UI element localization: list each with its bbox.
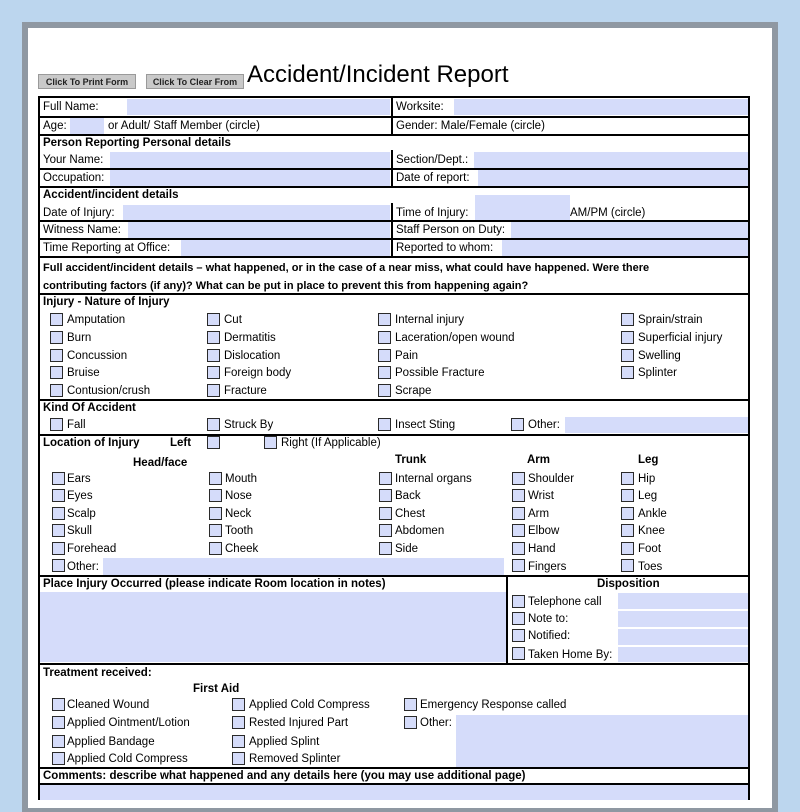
cleaned-wound-label: Cleaned Wound (67, 699, 150, 711)
telephone-call-field[interactable] (618, 593, 748, 609)
applied-splint-label: Applied Splint (249, 736, 320, 748)
applied-ointment-checkbox[interactable] (52, 716, 65, 729)
leg-label: Leg (638, 490, 658, 502)
left-checkbox[interactable] (207, 436, 220, 449)
dermatitis-label: Dermatitis (224, 332, 276, 344)
foreign-body-label: Foreign body (224, 367, 292, 379)
laceration-label: Laceration/open wound (395, 332, 515, 344)
your-name-label: Your Name: (43, 154, 104, 166)
cold-compress-2-checkbox[interactable] (232, 698, 245, 711)
taken-home-label: Taken Home By: (528, 649, 613, 661)
telephone-call-checkbox[interactable] (512, 595, 525, 608)
cold-compress-2-label: Applied Cold Compress (249, 699, 370, 711)
treatment-other-field[interactable] (456, 715, 748, 767)
ears-checkbox[interactable] (52, 472, 65, 485)
superficial-injury-label: Superficial injury (638, 332, 723, 344)
kind-other-label: Other: (528, 419, 560, 431)
location-other-checkbox[interactable] (52, 559, 65, 572)
foot-label: Foot (638, 543, 662, 555)
age-field[interactable] (70, 118, 104, 134)
time-reporting-field[interactable] (181, 240, 390, 256)
pain-label: Pain (395, 350, 419, 362)
full-details-line2: contributing factors (if any)? What can be put in place to prevent this from happening again? (43, 280, 529, 292)
your-name-field[interactable] (110, 152, 390, 168)
kind-other-field[interactable] (565, 417, 748, 433)
date-of-report-field[interactable] (478, 170, 748, 186)
fracture-label: Fracture (224, 385, 267, 397)
clear-form-button[interactable]: Click To Clear From (146, 74, 244, 89)
time-reporting-label: Time Reporting at Office: (43, 242, 171, 254)
ampm-label: AM/PM (circle) (570, 207, 646, 219)
chest-checkbox[interactable] (379, 507, 392, 520)
leg-checkbox[interactable] (621, 489, 634, 502)
fall-checkbox[interactable] (50, 418, 63, 431)
witness-label: Witness Name: (43, 224, 121, 236)
witness-field[interactable] (128, 222, 390, 238)
laceration-checkbox[interactable] (378, 331, 391, 344)
accident-heading: Accident/incident details (43, 189, 179, 201)
right-checkbox[interactable] (264, 436, 277, 449)
pain-checkbox[interactable] (378, 349, 391, 362)
note-to-field[interactable] (618, 611, 748, 627)
sprain-checkbox[interactable] (621, 313, 634, 326)
scrape-checkbox[interactable] (378, 384, 391, 397)
foreign-body-checkbox[interactable] (207, 366, 220, 379)
side-checkbox[interactable] (379, 542, 392, 555)
back-checkbox[interactable] (379, 489, 392, 502)
mouth-label: Mouth (225, 473, 257, 485)
notified-checkbox[interactable] (512, 629, 525, 642)
wrist-checkbox[interactable] (512, 489, 525, 502)
staff-on-duty-label: Staff Person on Duty: (396, 224, 506, 236)
internal-injury-checkbox[interactable] (378, 313, 391, 326)
reported-to-label: Reported to whom: (396, 242, 494, 254)
ankle-label: Ankle (638, 508, 667, 520)
taken-home-checkbox[interactable] (512, 647, 525, 660)
applied-bandage-label: Applied Bandage (67, 736, 155, 748)
scalp-label: Scalp (67, 508, 96, 520)
scrape-label: Scrape (395, 385, 432, 397)
cleaned-wound-checkbox[interactable] (52, 698, 65, 711)
chest-label: Chest (395, 508, 426, 520)
insect-sting-checkbox[interactable] (378, 418, 391, 431)
splinter-label: Splinter (638, 367, 677, 379)
ears-label: Ears (67, 473, 91, 485)
mouth-checkbox[interactable] (209, 472, 222, 485)
gender-label: Gender: Male/Female (circle) (396, 120, 545, 132)
full-details-line1: Full accident/incident details – what happened, or in the case of a near miss, what could have happened. Were there (43, 262, 650, 274)
fracture-checkbox[interactable] (207, 384, 220, 397)
right-label: Right (If Applicable) (281, 437, 381, 449)
hand-label: Hand (528, 543, 556, 555)
bruise-checkbox[interactable] (50, 366, 63, 379)
emergency-response-checkbox[interactable] (404, 698, 417, 711)
age-label: Age: (43, 120, 67, 132)
hand-checkbox[interactable] (512, 542, 525, 555)
toes-label: Toes (638, 561, 663, 573)
sprain-label: Sprain/strain (638, 314, 703, 326)
nose-checkbox[interactable] (209, 489, 222, 502)
skull-checkbox[interactable] (52, 524, 65, 537)
foot-checkbox[interactable] (621, 542, 634, 555)
section-label: Section/Dept.: (396, 154, 469, 166)
concussion-label: Concussion (67, 350, 128, 362)
applied-splint-checkbox[interactable] (232, 735, 245, 748)
comments-label: Comments: describe what happened and any details here (you may use additional page) (43, 770, 526, 782)
cut-label: Cut (224, 314, 242, 326)
occupation-field[interactable] (110, 170, 390, 186)
cut-checkbox[interactable] (207, 313, 220, 326)
neck-checkbox[interactable] (209, 507, 222, 520)
internal-injury-label: Internal injury (395, 314, 465, 326)
applied-bandage-checkbox[interactable] (52, 735, 65, 748)
worksite-label: Worksite: (396, 101, 444, 113)
kind-other-checkbox[interactable] (511, 418, 524, 431)
nose-label: Nose (225, 490, 252, 502)
cheek-label: Cheek (225, 543, 259, 555)
scalp-checkbox[interactable] (52, 507, 65, 520)
notified-label: Notified: (528, 630, 571, 642)
kind-heading: Kind Of Accident (43, 402, 136, 414)
location-other-label: Other: (67, 561, 99, 573)
burn-checkbox[interactable] (50, 331, 63, 344)
internal-organs-checkbox[interactable] (379, 472, 392, 485)
swelling-label: Swelling (638, 350, 681, 362)
struck-by-label: Struck By (224, 419, 274, 431)
disposition-heading: Disposition (597, 578, 660, 590)
taken-home-field[interactable] (618, 647, 748, 662)
arm-checkbox[interactable] (512, 507, 525, 520)
cold-compress-1-label: Applied Cold Compress (67, 753, 188, 765)
amputation-checkbox[interactable] (50, 313, 63, 326)
superficial-injury-checkbox[interactable] (621, 331, 634, 344)
tooth-checkbox[interactable] (209, 524, 222, 537)
reported-to-field[interactable] (502, 240, 748, 256)
head-face-title: Head/face (133, 457, 188, 469)
dermatitis-checkbox[interactable] (207, 331, 220, 344)
swelling-checkbox[interactable] (621, 349, 634, 362)
dislocation-label: Dislocation (224, 350, 281, 362)
removed-splinter-label: Removed Splinter (249, 753, 341, 765)
left-label: Left (170, 437, 192, 449)
cheek-checkbox[interactable] (209, 542, 222, 555)
possible-fracture-label: Possible Fracture (395, 367, 485, 379)
note-to-label: Note to: (528, 613, 569, 625)
side-label: Side (395, 543, 419, 555)
insect-sting-label: Insect Sting (395, 419, 456, 431)
concussion-checkbox[interactable] (50, 349, 63, 362)
treatment-other-label: Other: (420, 717, 452, 729)
leg-title: Leg (638, 454, 659, 466)
time-of-injury-label: Time of Injury: (396, 207, 469, 219)
date-of-injury-field[interactable] (123, 205, 390, 221)
first-aid-title: First Aid (193, 683, 240, 695)
contusion-label: Contusion/crush (67, 385, 151, 397)
tooth-label: Tooth (225, 525, 254, 537)
knee-checkbox[interactable] (621, 524, 634, 537)
forehead-checkbox[interactable] (52, 542, 65, 555)
amputation-label: Amputation (67, 314, 126, 326)
fingers-checkbox[interactable] (512, 559, 525, 572)
treatment-other-checkbox[interactable] (404, 716, 417, 729)
fall-label: Fall (67, 419, 86, 431)
full-name-field[interactable] (127, 99, 390, 115)
injury-heading: Injury - Nature of Injury (43, 296, 170, 308)
eyes-checkbox[interactable] (52, 489, 65, 502)
eyes-label: Eyes (67, 490, 93, 502)
back-label: Back (395, 490, 421, 502)
applied-ointment-label: Applied Ointment/Lotion (67, 717, 190, 729)
comments-field[interactable] (40, 785, 748, 800)
hip-label: Hip (638, 473, 656, 485)
cold-compress-1-checkbox[interactable] (52, 752, 65, 765)
skull-label: Skull (67, 525, 92, 537)
age-type-label: or Adult/ Staff Member (circle) (108, 120, 260, 132)
section-field[interactable] (474, 152, 748, 168)
forehead-label: Forehead (67, 543, 117, 555)
elbow-checkbox[interactable] (512, 524, 525, 537)
wrist-label: Wrist (528, 490, 554, 502)
location-other-field[interactable] (103, 558, 504, 576)
abdomen-checkbox[interactable] (379, 524, 392, 537)
telephone-call-label: Telephone call (528, 596, 602, 608)
removed-splinter-checkbox[interactable] (232, 752, 245, 765)
location-heading: Location of Injury (43, 437, 140, 449)
staff-on-duty-field[interactable] (511, 222, 748, 238)
internal-organs-label: Internal organs (395, 473, 472, 485)
fingers-label: Fingers (528, 561, 567, 573)
contusion-checkbox[interactable] (50, 384, 63, 397)
date-of-report-label: Date of report: (396, 172, 470, 184)
toes-checkbox[interactable] (621, 559, 634, 572)
splinter-checkbox[interactable] (621, 366, 634, 379)
rested-part-label: Rested Injured Part (249, 717, 349, 729)
emergency-response-label: Emergency Response called (420, 699, 567, 711)
elbow-label: Elbow (528, 525, 560, 537)
struck-by-checkbox[interactable] (207, 418, 220, 431)
arm-title: Arm (527, 454, 551, 466)
dislocation-checkbox[interactable] (207, 349, 220, 362)
shoulder-checkbox[interactable] (512, 472, 525, 485)
worksite-field[interactable] (454, 99, 748, 115)
notified-field[interactable] (618, 629, 748, 645)
bruise-label: Bruise (67, 367, 100, 379)
hip-checkbox[interactable] (621, 472, 634, 485)
possible-fracture-checkbox[interactable] (378, 366, 391, 379)
time-of-injury-field[interactable] (475, 195, 570, 221)
arm-label: Arm (528, 508, 550, 520)
place-heading: Place Injury Occurred (please indicate Room location in notes) (43, 578, 386, 590)
burn-label: Burn (67, 332, 92, 344)
note-to-checkbox[interactable] (512, 612, 525, 625)
rested-part-checkbox[interactable] (232, 716, 245, 729)
full-name-label: Full Name: (43, 101, 99, 113)
place-injury-field[interactable] (40, 592, 506, 662)
knee-label: Knee (638, 525, 665, 537)
page-title: Accident/Incident Report (247, 61, 509, 88)
ankle-checkbox[interactable] (621, 507, 634, 520)
date-of-injury-label: Date of Injury: (43, 207, 115, 219)
reporter-heading: Person Reporting Personal details (43, 137, 231, 149)
neck-label: Neck (225, 508, 252, 520)
occupation-label: Occupation: (43, 172, 105, 184)
treatment-heading: Treatment received: (43, 667, 152, 679)
print-form-button[interactable]: Click To Print Form (38, 74, 136, 89)
trunk-title: Trunk (395, 454, 427, 466)
shoulder-label: Shoulder (528, 473, 575, 485)
abdomen-label: Abdomen (395, 525, 445, 537)
